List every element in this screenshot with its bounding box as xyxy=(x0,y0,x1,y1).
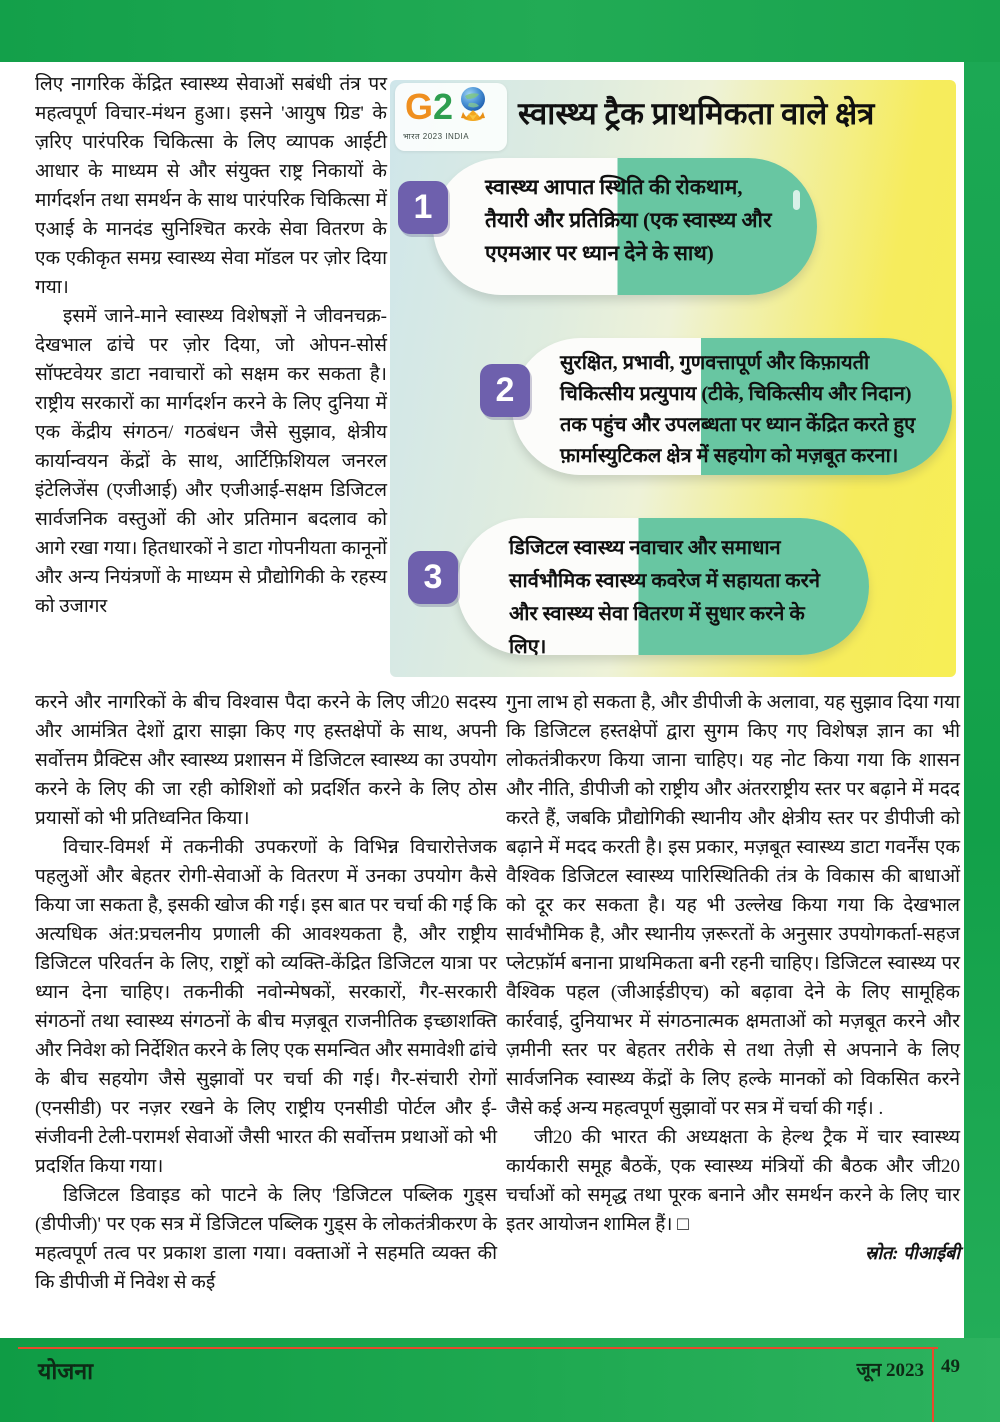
article-column-top xyxy=(35,70,387,621)
magazine-name: योजना xyxy=(38,1359,94,1384)
footer-vertical-rule xyxy=(932,1347,934,1422)
article-paragraph: जी20 की भारत की अध्यक्षता के हेल्थ ट्रैक में चार स्वास्थ्य कार्यकारी समूह बैठकें, एक स्वास्थ्य मंत्रियों की बैठक और जी20 चर्चाओं को समृद्ध तथा पूरक बनाने और समर्थन करने के लिए चार इतर आयोजन शामिल हैं। □ xyxy=(506,1127,960,1235)
priority-item-text: सुरक्षित, प्रभावी, गुणवत्तापूर्ण और किफ़ायती चिकित्सीय प्रत्युपाय (टीके, चिकित्सीय और निदान) तक पहुंच और उपलब्धता पर ध्यान केंद्रित करते हुए फ़ार्मास्युटिकल क्षेत्र में सहयोग को मज़बूत करना। xyxy=(560,352,916,467)
footer-horizontal-rule xyxy=(18,1347,938,1349)
article-paragraph: डिजिटल डिवाइड को पाटने के लिए 'डिजिटल पब्लिक गुड्स (डीपीजी)' पर एक सत्र में डिजिटल पब्लिक गुड्स के लोकतंत्रीकरण के महत्वपूर्ण तत्व पर प्रकाश डाला गया। वक्ताओं ने सहमति व्यक्त की कि डीपीजी में निवेश से कई xyxy=(35,1185,497,1293)
right-green-band xyxy=(964,62,1000,1339)
source-credit: स्रोत: पीआईबी xyxy=(865,1243,960,1263)
infographic-panel xyxy=(390,80,956,677)
article-column-right xyxy=(506,688,960,1265)
g20-logo-row xyxy=(405,86,491,127)
item-number-badge-1: 1 xyxy=(398,181,448,234)
globe-lotus-icon xyxy=(455,86,491,124)
priority-item-text: डिजिटल स्वास्थ्य नवाचार और समाधान सार्वभौमिक स्वास्थ्य कवरेज में सहायता करने और स्वास्थ्य सेवा वितरण में सुधार करने के लिए। xyxy=(509,537,820,658)
article-paragraph: करने और नागरिकों के बीच विश्वास पैदा करने के लिए जी20 सदस्य और आमंत्रित देशों द्वारा साझा किए गए हस्तक्षेपों के साथ, अपनी सर्वोत्तम प्रैक्टिस और स्वास्थ्य प्रशासन में डिजिटल स्वास्थ्य का उपयोग करने के लिए की जा रही कोशिशों को प्रदर्शित करने के लिए ठोस प्रयासों को भी प्रतिध्वनित किया। xyxy=(35,692,497,829)
page-number: 49 xyxy=(941,1356,960,1377)
infographic-title: स्वास्थ्य ट्रैक प्राथमिकता वाले क्षेत्र xyxy=(518,96,875,131)
article-paragraph: लिए नागरिक केंद्रित स्वास्थ्य सेवाओं सबंधी तंत्र पर महत्वपूर्ण विचार-मंथन हुआ। इसने 'आयुष ग्रिड' के ज़रिए पारंपरिक चिकित्सा के लिए व्यापक आईटी आधार के माध्यम से और संयुक्त राष्ट्र निकायों के मार्गदर्शन तथा समर्थन के साथ पारंपरिक चिकित्सा में एआई के मानदंड सुनिश्चित करके सेवा वितरण के एक एकीकृत समग्र स्वास्थ्य सेवा मॉडल पर ज़ोर दिया गया। xyxy=(35,74,387,298)
priority-item-text: स्वास्थ्य आपात स्थिति की रोकथाम, तैयारी और प्रतिक्रिया (एक स्वास्थ्य और एएमआर पर ध्यान देने के साथ) xyxy=(485,175,772,265)
g20-logo-digit-2: 2 xyxy=(433,86,454,127)
issue-date: जून 2023 xyxy=(856,1360,924,1381)
article-paragraph: गुना लाभ हो सकता है, और डीपीजी के अलावा, यह सुझाव दिया गया कि डिजिटल हस्तक्षेपों द्वारा सुगम किए गए विशेषज्ञ ज्ञान का भी लोकतंत्रीकरण किया जाना चाहिए। यह नोट किया गया कि शासन और नीति, डीपीजी को राष्ट्रीय और अंतरराष्ट्रीय स्तर पर बढ़ाने में मदद करते हैं, जबकि प्रौद्योगिकी स्थानीय और क्षेत्रीय स्तर पर डीपीजी को बढ़ाने में मदद करती है। इस प्रकार, मज़बूत स्वास्थ्य डाटा गवर्नेंस एक वैश्विक डिजिटल स्वास्थ्य पारिस्थितिकी तंत्र के विकास की बाधाओं को दूर कर सकता है। यह भी उल्लेख किया गया कि देखभाल सार्वभौमिक है, और स्थानीय ज़रूरतों के अनुसार उपयोगकर्ता-सहज प्लेटफ़ॉर्म बनाना प्राथमिकता बनी रहनी चाहिए। डिजिटल स्वास्थ्य पर वैश्विक पहल (जीआईडीएच) को बढ़ावा देने के लिए सामूहिक कार्रवाई, दुनियाभर में संगठनात्मक क्षमताओं को मज़बूत करने और ज़मीनी स्तर पर बेहतर तरीके से तथा तेज़ी से अपनाने के लिए सार्वजनिक स्वास्थ्य केंद्रों के लिए हल्के मानकों को विकसित करने जैसे कई अन्य महत्वपूर्ण सुझावों पर सत्र में चर्चा की गई। . xyxy=(506,692,960,1119)
footer-band xyxy=(0,1338,1000,1422)
priority-capsule-2 xyxy=(512,338,952,475)
g20-logo-caption: भारत 2023 INDIA xyxy=(403,132,470,141)
item-number-badge-3: 3 xyxy=(408,551,458,604)
top-green-band xyxy=(0,0,1000,62)
priority-capsule-1 xyxy=(433,158,817,295)
g20-logo xyxy=(395,83,507,151)
article-column-left xyxy=(35,688,497,1297)
item-number-badge-2: 2 xyxy=(480,364,530,417)
article-paragraph: इसमें जाने-माने स्वास्थ्य विशेषज्ञों ने जीवनचक्र-देखभाल ढांचे पर ज़ोर दिया, जो ओपन-सोर्स सॉफ्टवेयर डाटा नवाचारों को सक्षम कर सकता है। राष्ट्रीय सरकारों का मार्गदर्शन करने के लिए दुनिया में एक केंद्रीय संगठन/ गठबंधन जैसे सुझाव, क्षेत्रीय कार्यान्वयन केंद्रों के साथ, आर्टिफ़िशियल जनरल इंटेलिजेंस (एजीआई) और एजीआई-सक्षम डिजिटल सार्वजनिक वस्तुओं की ओर प्रतिमान बदलाव को आगे रखा गया। हितधारकों ने डाटा गोपनीयता कानूनों और अन्य नियंत्रणों के माध्यम से प्रौद्योगिकी के रहस्य को उजागर xyxy=(35,306,387,617)
priority-capsule-3 xyxy=(457,518,869,658)
capsule-gloss xyxy=(793,190,800,210)
g20-logo-letter-g: G xyxy=(405,86,434,127)
article-paragraph: विचार-विमर्श में तकनीकी उपकरणों के विभिन्न विचारोत्तेजक पहलुओं और बेहतर रोगी-सेवाओं के वितरण में उनका उपयोग कैसे किया जा सकता है, इसकी खोज की गई। इस बात पर चर्चा की गई कि अत्यधिक अंत:प्रचलनीय प्रणाली की आवश्यकता है, और राष्ट्रीय डिजिटल परिवर्तन के लिए, राष्ट्रों को व्यक्ति-केंद्रित डिजिटल यात्रा पर ध्यान देना चाहिए। तकनीकी नवोन्मेषकों, सरकारों, गैर-सरकारी संगठनों तथा स्वास्थ्य संगठनों के बीच मज़बूत राजनीतिक इच्छाशक्ति और निवेश को निर्देशित करने के लिए एक समन्वित और समावेशी ढांचे के बीच सहयोग जैसे सुझावों पर चर्चा की गई। गैर-संचारी रोगों (एनसीडी) पर नज़र रखने के लिए राष्ट्रीय एनसीडी पोर्टल और ई-संजीवनी टेली-परामर्श सेवाओं जैसी भारत की सर्वोत्तम प्रथाओं को भी प्रदर्शित किया गया। xyxy=(35,837,497,1177)
